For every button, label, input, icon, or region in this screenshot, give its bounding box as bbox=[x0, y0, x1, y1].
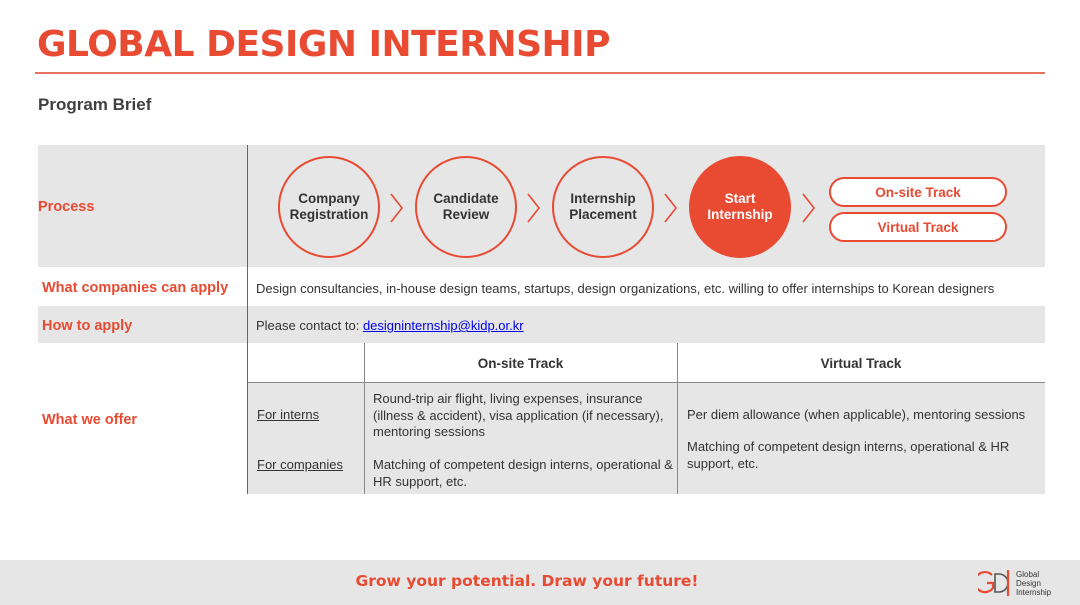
logo-line: Design bbox=[1016, 579, 1041, 588]
process-label: Process bbox=[38, 199, 95, 215]
companies-label: What companies can apply bbox=[42, 280, 229, 296]
chevron-right-icon bbox=[662, 192, 678, 224]
interns-virtual-text: Per diem allowance (when applicable), mentoring sessions bbox=[687, 407, 1026, 422]
companies-virtual-text: Matching of competent design interns, operational & HR support, etc. bbox=[687, 439, 1010, 471]
apply-row bbox=[38, 306, 1045, 343]
section-subtitle: Program Brief bbox=[38, 95, 152, 114]
step-line: Internship bbox=[570, 191, 636, 206]
companies-text: Design consultancies, in-house design teams, startups, design organizations, etc. willing to offer internships to Korean designers bbox=[256, 281, 995, 296]
step-company-registration bbox=[278, 156, 380, 258]
step-line: Placement bbox=[569, 207, 637, 222]
chevron-right-icon bbox=[525, 192, 541, 224]
email-link[interactable]: designinternship@kidp.or.kr bbox=[362, 318, 524, 333]
apply-prefix: Please contact to: bbox=[256, 318, 363, 333]
apply-label: How to apply bbox=[42, 318, 133, 334]
offer-label: What we offer bbox=[42, 412, 138, 428]
step-start-internship bbox=[689, 156, 791, 258]
step-candidate-review bbox=[415, 156, 517, 258]
title-divider bbox=[35, 72, 1045, 74]
chevron-right-icon bbox=[388, 192, 404, 224]
apply-text bbox=[256, 318, 524, 333]
step-line: Internship bbox=[707, 207, 773, 222]
footer-bar bbox=[0, 560, 1080, 605]
column-header-virtual: Virtual Track bbox=[820, 356, 902, 371]
column-header-onsite: On-site Track bbox=[477, 356, 564, 371]
logo-line: Global bbox=[1016, 570, 1040, 579]
step-line: Candidate bbox=[433, 191, 499, 206]
row-for-interns: For interns bbox=[257, 407, 320, 422]
page-title: GLOBAL DESIGN INTERNSHIP bbox=[37, 24, 610, 65]
virtual-track-pill: Virtual Track bbox=[829, 212, 1007, 242]
label-column-divider bbox=[247, 145, 248, 494]
step-line: Review bbox=[442, 207, 490, 222]
logo-wordmark bbox=[1016, 570, 1051, 597]
step-line: Start bbox=[724, 191, 756, 206]
row-for-companies: For companies bbox=[257, 457, 343, 472]
step-line: Company bbox=[298, 191, 360, 206]
logo-line: Internship bbox=[1016, 588, 1052, 597]
footer-slogan: Grow your potential. Draw your future! bbox=[355, 572, 699, 590]
table-divider bbox=[248, 382, 1045, 383]
gdi-logo bbox=[978, 568, 1058, 600]
step-internship-placement bbox=[552, 156, 654, 258]
gdi-logo-icon bbox=[978, 568, 1014, 598]
onsite-track-pill: On-site Track bbox=[829, 177, 1007, 207]
step-line: Registration bbox=[289, 207, 369, 222]
companies-onsite-text: Matching of competent design interns, operational & HR support, etc. bbox=[373, 457, 673, 489]
interns-onsite-text: Round-trip air flight, living expenses, insurance (illness & accident), visa application (if necessary), mentoring sessions bbox=[373, 391, 664, 439]
chevron-right-icon bbox=[800, 192, 816, 224]
